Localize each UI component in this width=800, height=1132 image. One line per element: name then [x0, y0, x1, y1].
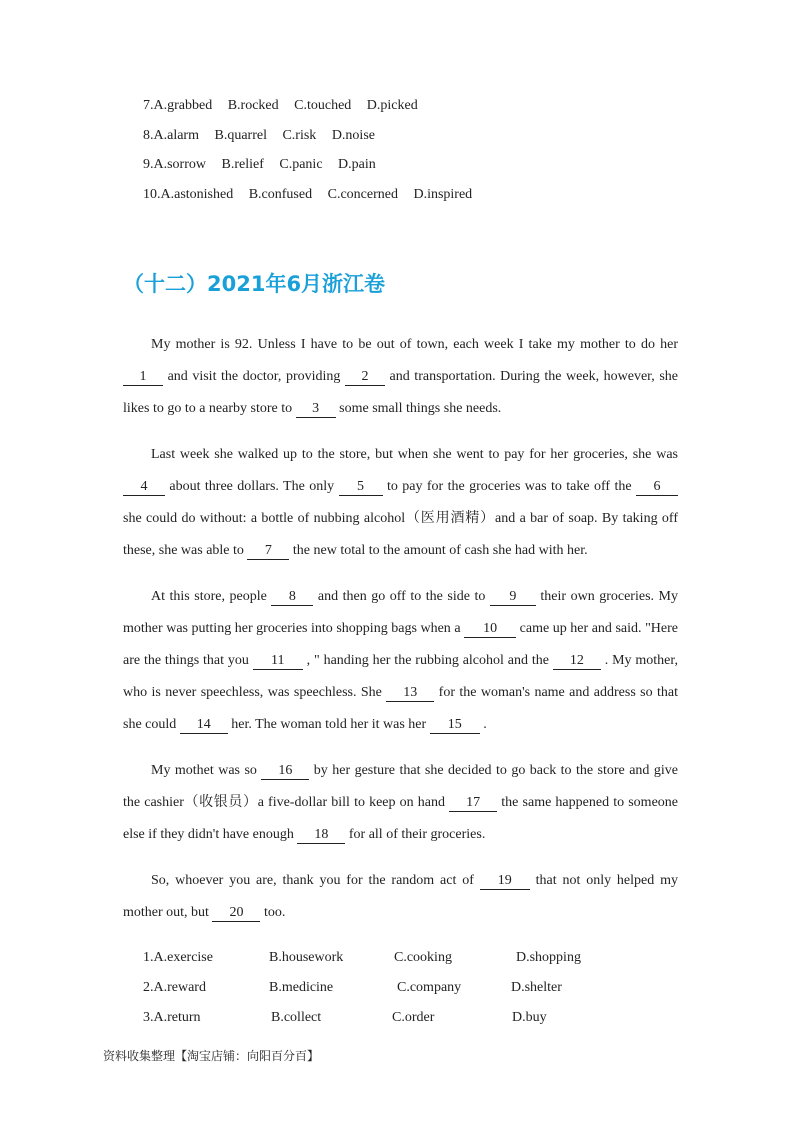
blank-13: 13 — [386, 685, 434, 702]
blank-11: 11 — [253, 653, 303, 670]
option-d: D.picked — [366, 98, 418, 113]
passage-text: that not only helped my mother out, but — [123, 873, 678, 920]
passage-text: . — [479, 717, 487, 732]
paragraph-5 — [123, 865, 678, 929]
blank-17: 17 — [449, 795, 497, 812]
option-c: C.panic — [279, 157, 323, 172]
option-c: C.touched — [294, 98, 352, 113]
choice-d: D.shelter — [511, 980, 562, 995]
choice-b: B.housework — [269, 950, 344, 965]
passage-text: At this store, people — [151, 589, 272, 604]
option-b: B.rocked — [227, 98, 279, 113]
option-d: D.pain — [338, 157, 376, 172]
choice-d: D.shopping — [516, 950, 581, 965]
blank-19: 19 — [480, 873, 530, 890]
passage-text: Last week she walked up to the store, but when she went to pay for her groceries, she was — [151, 447, 678, 462]
passage-text: So, whoever you are, thank you for the random act of — [151, 873, 480, 888]
option-a: 7.A.grabbed — [143, 98, 213, 113]
passage-text: the same happened to someone else if they didn't have enough — [123, 795, 679, 842]
section-title: （十二）2021年6月浙江卷 — [123, 272, 386, 296]
passage-text: she could do without: a bottle of nubbing alcohol（医用酒精）and a bar of soap. By taking off these, she was able to — [123, 511, 678, 558]
paragraph-1 — [123, 329, 678, 425]
option-b: B.confused — [248, 187, 313, 202]
choice-b: B.collect — [271, 1010, 322, 1025]
passage-text: My mother is 92. Unless I have to be out of town, each week I take my mother to do her — [151, 337, 678, 352]
passage-text: . My mother, who is never speechless, was speechless. She — [123, 653, 678, 700]
paragraph-3 — [123, 581, 678, 741]
paragraph-2 — [123, 439, 678, 567]
blank-1: 1 — [123, 369, 163, 386]
option-a: 10.A.astonished — [143, 187, 234, 202]
passage-text: the new total to the amount of cash she had with her. — [289, 543, 588, 558]
choice-c: C.cooking — [394, 950, 452, 965]
option-d: D.noise — [331, 128, 375, 143]
option-b: B.relief — [221, 157, 264, 172]
blank-20: 20 — [212, 905, 260, 922]
choice-c: C.company — [397, 980, 462, 995]
choice-a: 3.A.return — [143, 1010, 201, 1025]
blank-15: 15 — [430, 717, 480, 734]
passage-text: too. — [260, 905, 286, 920]
page-footer: 资料收集整理【淘宝店铺：向阳百分百】 — [103, 1049, 320, 1063]
blank-12: 12 — [553, 653, 601, 670]
passage-text: her. The woman told her it was her — [227, 717, 430, 732]
paragraph-4 — [123, 755, 678, 851]
option-c: C.concerned — [327, 187, 398, 202]
choice-b: B.medicine — [269, 980, 334, 995]
passage-text: to pay for the groceries was to take off the — [382, 479, 636, 494]
passage-text: their own groceries. My mother was putting her groceries into shopping bags when a — [123, 589, 678, 636]
option-line-8 — [143, 128, 387, 144]
blank-10: 10 — [464, 621, 516, 638]
passage-text: for all of their groceries. — [345, 827, 486, 842]
option-d: D.inspired — [413, 187, 473, 202]
choice-a: 2.A.reward — [143, 980, 206, 995]
option-c: C.risk — [282, 128, 317, 143]
passage-text: some small things she needs. — [335, 401, 502, 416]
choice-c: C.order — [392, 1010, 435, 1025]
passage-text: came up her and said. "Here are the things that you — [123, 621, 679, 668]
passage-text: , " handing her the rubbing alcohol and the — [302, 653, 553, 668]
blank-16: 16 — [261, 763, 309, 780]
passage-text: and visit the doctor, providing — [163, 369, 345, 384]
choice-d: D.buy — [512, 1010, 547, 1025]
passage-text: and then go off to the side to — [313, 589, 490, 604]
blank-8: 8 — [271, 589, 313, 606]
passage-text: My mothet was so — [151, 763, 262, 778]
blank-2: 2 — [345, 369, 385, 386]
blank-18: 18 — [297, 827, 345, 844]
blank-14: 14 — [180, 717, 228, 734]
option-b: B.quarrel — [214, 128, 267, 143]
passage-text: about three dollars. The only — [165, 479, 339, 494]
passage-text: and transportation. During the week, however, she likes to go to a nearby store to — [123, 369, 678, 416]
blank-7: 7 — [247, 543, 289, 560]
blank-6: 6 — [636, 479, 678, 496]
option-a: 8.A.alarm — [143, 128, 199, 143]
blank-3: 3 — [296, 401, 336, 418]
option-line-7 — [143, 98, 430, 114]
option-a: 9.A.sorrow — [143, 157, 206, 172]
blank-5: 5 — [339, 479, 383, 496]
passage-text: for the woman's name and address so that she could — [123, 685, 678, 732]
option-line-9 — [143, 157, 388, 173]
option-line-10 — [143, 187, 484, 203]
passage-text: by her gesture that she decided to go back to the store and give the cashier（收银员）a five-dollar bill to keep on hand — [123, 763, 678, 810]
blank-4: 4 — [123, 479, 165, 496]
choice-a: 1.A.exercise — [143, 950, 213, 965]
blank-9: 9 — [490, 589, 536, 606]
